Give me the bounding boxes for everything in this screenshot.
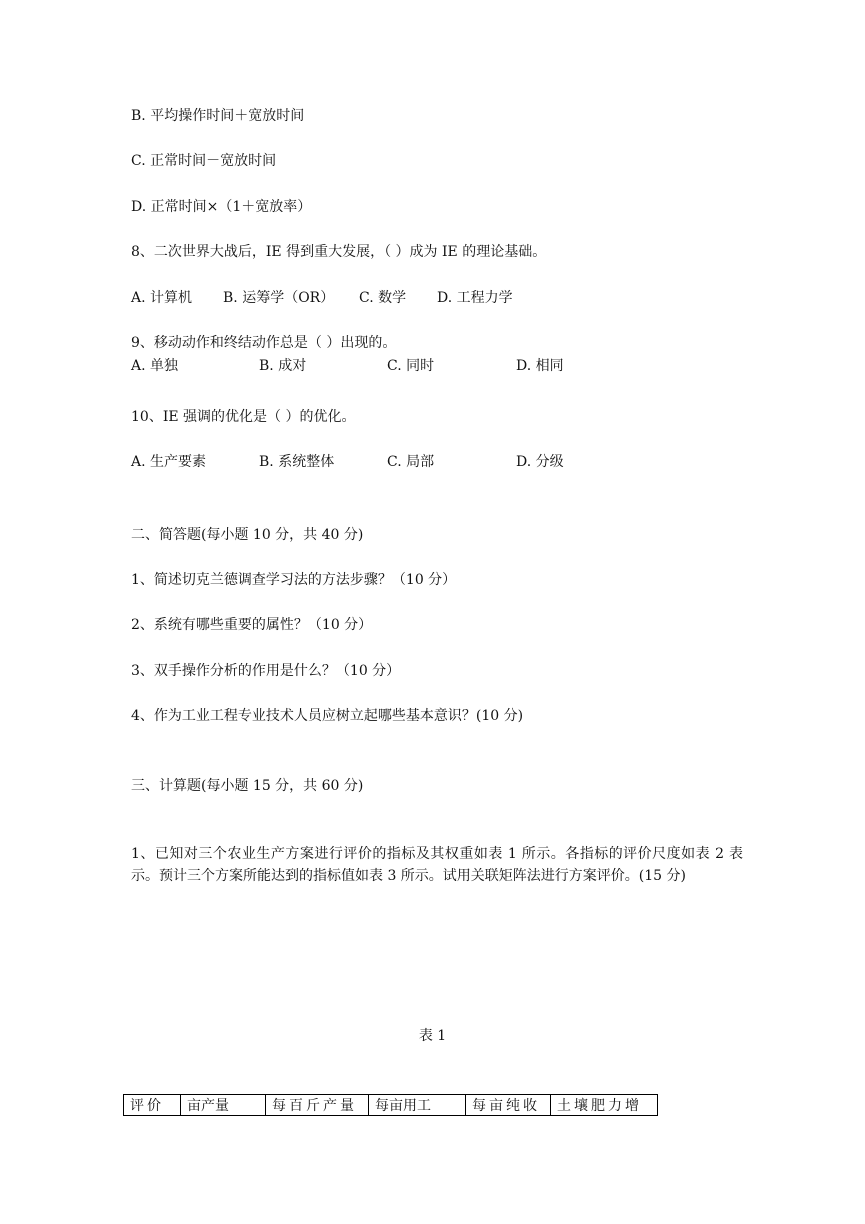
table1-header-cell: 每百斤产量 xyxy=(266,1095,369,1116)
table1-header-cell: 评价 xyxy=(124,1095,181,1116)
table1-header-cell: 土壤肥力增 xyxy=(551,1095,658,1116)
table1-header-row xyxy=(124,1095,658,1116)
table1-header-cell: 每亩纯收 xyxy=(466,1095,551,1116)
table1-caption: 表 1 xyxy=(418,1028,447,1044)
q8-option-d: D. 工程力学 xyxy=(437,290,513,306)
table1-header-cell: 每亩用工 xyxy=(369,1095,466,1116)
section3-heading: 三、计算题(每小题 15 分，共 60 分) xyxy=(131,778,364,794)
section2-heading: 二、简答题(每小题 10 分，共 40 分) xyxy=(131,527,364,543)
table1-header-cell: 亩产量 xyxy=(181,1095,266,1116)
section2-item-4: 4、作为工业工程专业技术人员应树立起哪些基本意识？(10 分) xyxy=(131,708,524,724)
q10-option-c: C. 局部 xyxy=(387,454,435,470)
q10-question: 10、IE 强调的优化是（ ）的优化。 xyxy=(131,409,356,425)
section2-item-1: 1、简述切克兰德调查学习法的方法步骤？（10 分） xyxy=(131,572,457,588)
q10-option-d: D. 分级 xyxy=(516,454,564,470)
q7-option-c: C. 正常时间－宽放时间 xyxy=(131,153,277,169)
section2-item-3: 3、双手操作分析的作用是什么？（10 分） xyxy=(131,663,401,679)
q10-option-a: A. 生产要素 xyxy=(131,454,207,470)
q9-option-b: B. 成对 xyxy=(259,358,307,374)
q8-option-b: B. 运筹学（OR） xyxy=(223,290,335,306)
section3-question-1: 1、已知对三个农业生产方案进行评价的指标及其权重如表 1 所示。各指标的评价尺度如表 2 表示。预计三个方案所能达到的指标值如表 3 所示。试用关联矩阵法进行方案评价。(15 分) xyxy=(131,846,743,884)
table1 xyxy=(123,1094,658,1116)
q10-option-b: B. 系统整体 xyxy=(259,454,335,470)
q7-option-b: B. 平均操作时间＋宽放时间 xyxy=(131,108,305,124)
q9-option-a: A. 单独 xyxy=(131,358,179,374)
q9-option-c: C. 同时 xyxy=(387,358,435,374)
section2-item-2: 2、系统有哪些重要的属性？（10 分） xyxy=(131,617,373,633)
q7-option-d: D. 正常时间×（1＋宽放率） xyxy=(131,199,312,215)
q8-option-c: C. 数学 xyxy=(359,290,407,306)
q8-question: 8、二次世界大战后，IE 得到重大发展，（ ）成为 IE 的理论基础。 xyxy=(131,244,547,260)
q8-option-a: A. 计算机 xyxy=(131,290,193,306)
q9-question: 9、移动动作和终结动作总是（ ）出现的。 xyxy=(131,335,397,351)
q9-option-d: D. 相同 xyxy=(516,358,564,374)
